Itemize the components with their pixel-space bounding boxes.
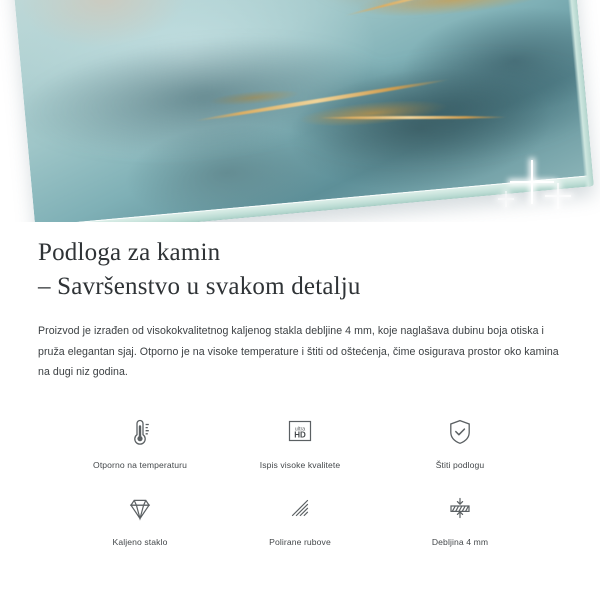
shield-check-icon [438,409,482,453]
content-block [0,222,600,547]
glass-panel-image [6,0,594,222]
page-title [38,236,562,303]
feature-label: Ispis visoke kvalitete [259,459,341,470]
polished-edges-icon [278,486,322,530]
feature-item-thickness [380,486,540,547]
headline-line-2: – Savršenstvo u svakom detalju [38,272,361,300]
diamond-icon [118,486,162,530]
feature-label: Štiti podlogu [435,459,485,470]
feature-item-temperature [60,409,220,470]
feature-label: Kaljeno staklo [112,536,168,547]
thickness-4mm-icon [438,486,482,530]
feature-item-protection [380,409,540,470]
svg-text:HD: HD [294,430,306,440]
feature-item-print-quality [220,409,380,470]
headline-line-1: Podloga za kamin [38,239,221,266]
feature-label: Otporno na temperaturu [93,459,187,470]
feature-label: Debljina 4 mm [431,536,489,547]
feature-grid [38,409,562,547]
ultra-hd-icon [278,409,322,453]
svg-text:ultra: ultra [294,426,306,433]
product-description: Proizvod je izrađen od visokokvalitetnog kaljenog stakla debljine 4 mm, koje naglašava dubinu boja otiska i pruža elegantan sjaj. Otporno je na visoke temperature i štiti od oštećenja, čime osigurava prostor oko kamina na dugi niz godina. [38,325,559,379]
feature-item-tempered-glass [60,486,220,547]
hero-image [0,0,600,222]
feature-label: Polirane rubove [269,536,331,547]
thermometer-icon [118,409,162,453]
feature-item-polished-edges [220,486,380,547]
